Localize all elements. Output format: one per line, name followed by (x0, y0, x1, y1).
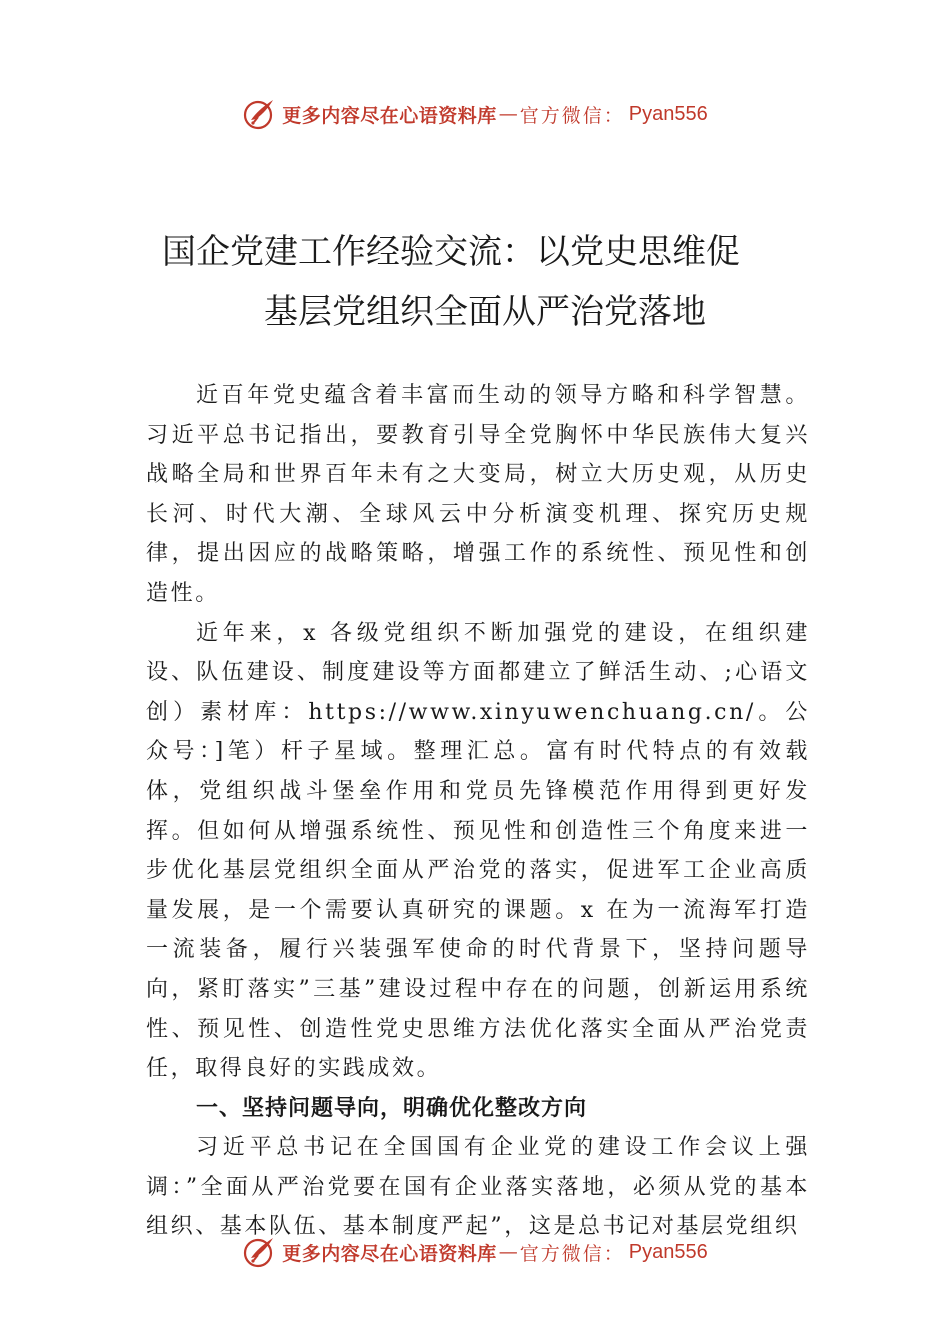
section-heading-1: 一、坚持问题导向，明确优化整改方向 (196, 1095, 588, 1121)
body-paragraph-3: 习近平总书记在全国国有企业党的建设工作会议上强调：”全面从严治党要在国有企业落实落地，必须从党的基本组织、基本队伍、基本制度严起”，这是总书记对基层党组织 (146, 1135, 810, 1240)
banner-brand-text: 更多内容尽在心语资料库 (282, 104, 497, 127)
banner-wechat-id: Pyan556 (628, 102, 708, 125)
banner-wechat-label: 官方微信： (519, 1242, 625, 1265)
document-body (146, 376, 810, 1247)
banner-wechat-label: 官方微信： (519, 104, 625, 127)
header-banner (0, 92, 950, 136)
banner-dash: — (498, 1241, 518, 1263)
document-title-line-1: 国企党建工作经验交流：以党史思维促 (162, 232, 740, 272)
document-title-line-2: 基层党组织全面从严治党落地 (264, 292, 706, 332)
footer-banner (0, 1230, 950, 1274)
banner-wechat-id: Pyan556 (628, 1240, 708, 1263)
quill-logo-icon (242, 96, 278, 132)
body-paragraph-1: 近百年党史蕴含着丰富而生动的领导方略和科学智慧。习近平总书记指出，要教育引导全党胸怀中华民族伟大复兴战略全局和世界百年未有之大变局，树立大历史观，从历史长河、时代大潮、全球风云中分析演变机理、探究历史规律，提出因应的战略策略，增强工作的系统性、预见性和创造性。 (146, 383, 810, 606)
quill-logo-icon (242, 1234, 278, 1270)
banner-dash: — (498, 103, 518, 125)
body-paragraph-2: 近年来，x 各级党组织不断加强党的建设，在组织建设、队伍建设、制度建设等方面都建立了鲜活生动、;心语文创）素材库：https://www.xinyuwenchuang.cn/。公众号：]笔）杆子星域。整理汇总。富有时代特点的有效载体，党组织战斗堡垒作用和党员先锋模范作用得到更好发挥。但如何从增强系统性、预见性和创造性三个角度来进一步优化基层党组织全面从严治党的落实，促进军工企业高质量发展，是一个需要认真研究的课题。x 在为一流海军打造一流装备，履行兴装强军使命的时代背景下，坚持问题导向，紧盯落实”三基”建设过程中存在的问题，创新运用系统性、预见性、创造性党史思维方法优化落实全面从严治党责任，取得良好的实践成效。 (146, 620, 810, 1082)
banner-brand-text: 更多内容尽在心语资料库 (282, 1242, 497, 1265)
